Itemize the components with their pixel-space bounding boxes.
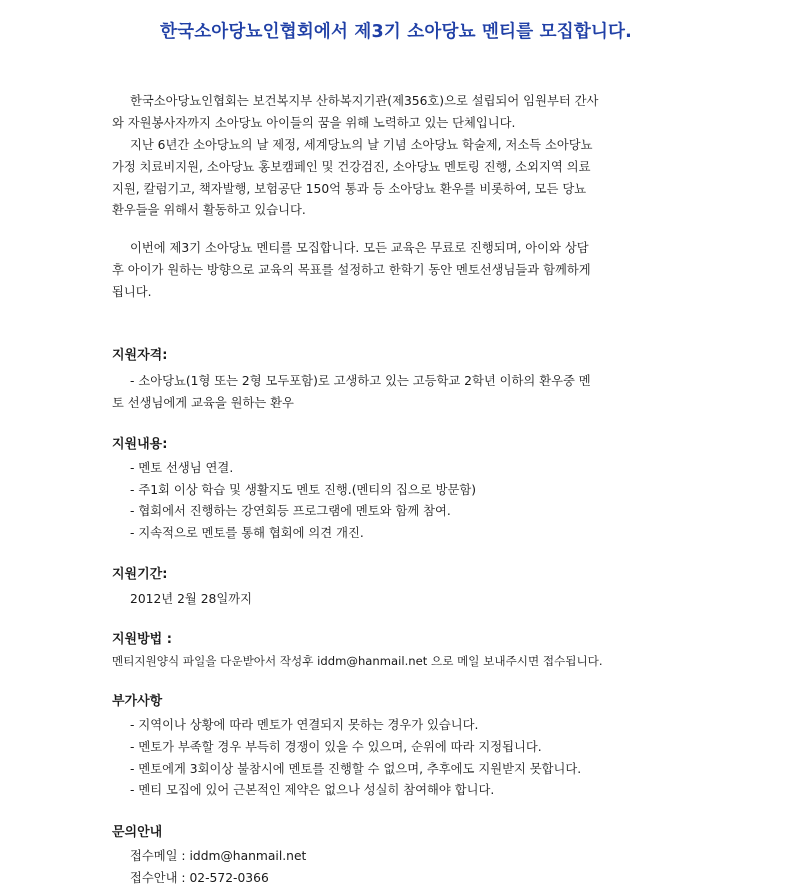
- content-item: - 지속적으로 멘토를 통해 협회에 의견 개진.: [130, 526, 364, 540]
- contact-phone: 접수안내 : 02-572-0366: [130, 871, 269, 885]
- recruit-line: 후 아이가 원하는 방향으로 교육의 목표를 설정하고 한학기 동안 멘토선생님들과 함께하게: [112, 263, 591, 277]
- intro-line: 와 자원봉사자까지 소아당뇨 아이들의 꿈을 위해 노력하고 있는 단체입니다.: [112, 116, 516, 130]
- intro-line: 가정 치료비지원, 소아당뇨 홍보캠페인 및 건강검진, 소아당뇨 멘토링 진행, 소외지역 의료: [112, 160, 591, 174]
- notes-item: - 멘티 모집에 있어 근본적인 제약은 없으나 성실히 참여해야 합니다.: [130, 783, 495, 797]
- intro-line: 환우들을 위해서 활동하고 있습니다.: [112, 203, 306, 217]
- content-item: - 협회에서 진행하는 강연회등 프로그램에 멘토와 함께 참여.: [130, 504, 451, 518]
- period-heading: 지원기간:: [112, 567, 168, 582]
- recruit-line: 됩니다.: [112, 285, 152, 299]
- intro-line: 한국소아당뇨인협회는 보건복지부 산하복지기관(제356호)으로 설립되어 임원부터 간사: [130, 94, 599, 108]
- intro-line: 지원, 칼럼기고, 책자발행, 보험공단 150억 통과 등 소아당뇨 환우를 비롯하여, 모든 당뇨: [112, 182, 587, 196]
- content-item: - 주1회 이상 학습 및 생활지도 멘토 진행.(멘티의 집으로 방문함): [130, 483, 477, 497]
- notes-item: - 멘토가 부족할 경우 부득히 경쟁이 있을 수 있으며, 순위에 따라 지정됩니다.: [130, 740, 542, 754]
- notes-heading: 부가사항: [112, 694, 163, 709]
- notes-item: - 멘토에게 3회이상 불참시에 멘토를 진행할 수 없으며, 추후에도 지원받지 못합니다.: [130, 762, 582, 776]
- recruit-line: 이번에 제3기 소아당뇨 멘티를 모집합니다. 모든 교육은 무료로 진행되며, 아이와 상담: [130, 241, 589, 255]
- content-heading: 지원내용:: [112, 437, 168, 452]
- qualification-heading: 지원자격:: [112, 348, 168, 363]
- period-value: 2012년 2월 28일까지: [130, 592, 252, 606]
- contact-heading: 문의안내: [112, 825, 163, 840]
- page-title: 한국소아당뇨인협회에서 제3기 소아당뇨 멘티를 모집합니다.: [159, 22, 633, 42]
- content-item: - 멘토 선생님 연결.: [130, 461, 234, 475]
- qualification-line: 토 선생님에게 교육을 원하는 환우: [112, 396, 294, 410]
- contact-email: 접수메일 : iddm@hanmail.net: [130, 849, 307, 863]
- method-value: 멘티지원양식 파일을 다운받아서 작성후 iddm@hanmail.net 으로 메일 보내주시면 접수됩니다.: [112, 654, 603, 668]
- qualification-line: - 소아당뇨(1형 또는 2형 모두포함)로 고생하고 있는 고등학교 2학년 이하의 환우중 멘: [130, 374, 591, 388]
- method-heading: 지원방법 :: [112, 632, 172, 647]
- notes-item: - 지역이나 상황에 따라 멘토가 연결되지 못하는 경우가 있습니다.: [130, 718, 479, 732]
- intro-line: 지난 6년간 소아당뇨의 날 제정, 세계당뇨의 날 기념 소아당뇨 학술제, 저소득 소아당뇨: [130, 138, 593, 152]
